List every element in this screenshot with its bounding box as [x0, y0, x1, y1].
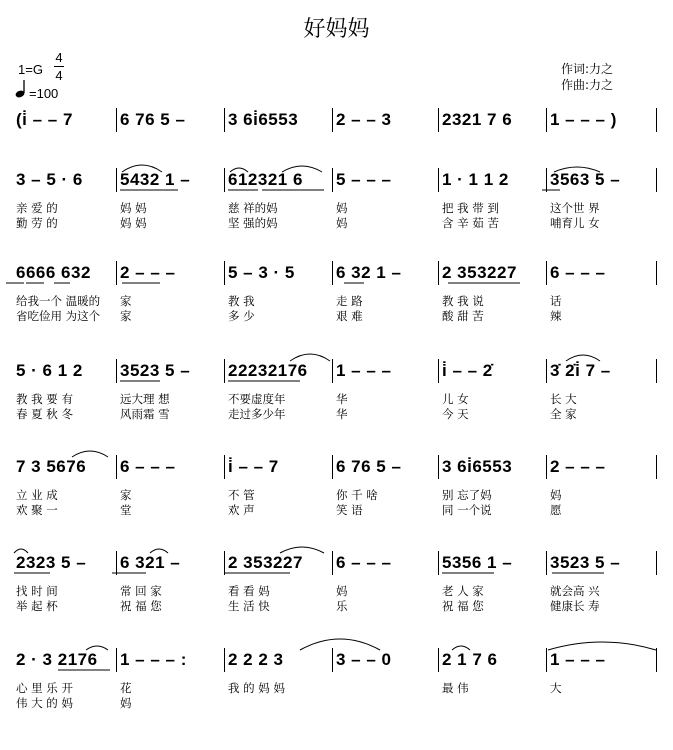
- composer-credit: 作曲:力之: [561, 78, 614, 92]
- measure-notes: 2 · 3 2176: [16, 650, 98, 669]
- lyric-verse-2: 妈: [336, 216, 348, 230]
- lyric-verse-1: 花: [120, 681, 132, 695]
- lyric-verse-1: 教 我 说: [442, 294, 484, 308]
- lyric-verse-1: 亲 爱 的: [16, 201, 58, 215]
- lyric-verse-1: 找 时 间: [16, 584, 58, 598]
- lyric-verse-1: 看 看 妈: [228, 584, 270, 598]
- lyric-verse-1: 立 业 成: [16, 488, 58, 502]
- lyric-verse-2: 勤 劳 的: [16, 216, 58, 230]
- lyric-verse-2: 妈: [120, 696, 132, 710]
- measure-notes: 3 6i̇6553: [442, 457, 513, 476]
- lyric-verse-2: 坚 强的妈: [228, 216, 278, 230]
- lyric-verse-1: 常 回 家: [120, 584, 162, 598]
- measure-notes: 2321 7 6: [442, 110, 513, 129]
- measure-notes: 2 353227: [442, 263, 517, 282]
- lyricist-credit: 作词:力之: [561, 62, 614, 76]
- measure-notes: 5 – 3 · 5: [228, 263, 295, 282]
- slur-mark: [300, 639, 380, 650]
- slur-mark: [72, 451, 108, 457]
- measure-notes: 1 – – – :: [120, 650, 187, 669]
- measure-notes: 2 – – –: [550, 457, 606, 476]
- slur-mark: [452, 646, 470, 650]
- time-signature-denominator: 4: [55, 68, 63, 83]
- measure-notes: 2 1 7 6: [442, 650, 498, 669]
- lyric-verse-2: 祝 福 您: [442, 599, 484, 613]
- lyric-verse-2: 哺育儿 女: [550, 216, 600, 230]
- lyric-verse-2: 举 起 杯: [16, 599, 58, 613]
- lyric-verse-2: 省吃俭用 为这个: [16, 309, 101, 323]
- measure-notes: (i̇ – – 7: [16, 110, 73, 129]
- measure-notes: 3523 5 –: [550, 553, 621, 572]
- key-signature: 1=G: [18, 62, 43, 77]
- lyric-verse-2: 欢 聚 一: [16, 503, 58, 517]
- slur-mark: [280, 547, 324, 553]
- measure-notes: 22232176: [228, 361, 308, 380]
- lyric-verse-1: 妈: [336, 201, 348, 215]
- lyric-verse-1: 话: [550, 294, 562, 308]
- measure-notes: i̇ – – 7: [228, 457, 279, 476]
- slur-mark: [230, 168, 248, 172]
- measure-notes: 6666 632: [16, 263, 91, 282]
- measure-notes: 6 76 5 –: [120, 110, 186, 129]
- measure-notes: 6 – – –: [550, 263, 606, 282]
- slur-mark: [14, 549, 28, 553]
- measure-notes: 3523 5 –: [120, 361, 191, 380]
- lyric-verse-2: 含 辛 茹 苦: [442, 216, 499, 230]
- measure-notes: 5 · 6 1 2: [16, 361, 83, 380]
- slur-mark: [290, 354, 330, 361]
- time-signature-numerator: 4: [55, 50, 63, 65]
- lyric-verse-2: 今 天: [442, 407, 469, 421]
- lyric-verse-1: 长 大: [550, 392, 577, 406]
- measure-notes: 2 2 2 3: [228, 650, 284, 669]
- lyric-verse-1: 大: [550, 681, 562, 695]
- slur-mark: [150, 549, 168, 553]
- song-title: 好妈妈: [303, 17, 370, 42]
- lyric-verse-1: 走 路: [336, 294, 363, 308]
- measure-notes: 6 – – –: [336, 553, 392, 572]
- tempo-marking: =100: [29, 86, 59, 101]
- lyric-verse-1: 别 忘了妈: [442, 488, 492, 502]
- lyric-verse-1: 教 我 要 有: [16, 392, 73, 406]
- measure-notes: 2 – – –: [120, 263, 176, 282]
- measure-notes: 7 3 5676: [16, 457, 87, 476]
- measure-notes: 612321 6: [228, 170, 303, 189]
- measure-notes: 3 – 5 · 6: [16, 170, 83, 189]
- measure-notes: 5356 1 –: [442, 553, 513, 572]
- lyric-verse-2: 同 一个说: [442, 503, 492, 517]
- lyric-verse-2: 堂: [120, 503, 132, 517]
- measure-notes: 6 32 1 –: [336, 263, 402, 282]
- measure-notes: i̇ – – 2̇: [442, 361, 493, 380]
- lyric-verse-2: 笑 语: [336, 503, 363, 517]
- lyric-verse-1: 华: [336, 392, 348, 406]
- lyric-verse-1: 家: [120, 294, 132, 308]
- measure-notes: 6 76 5 –: [336, 457, 402, 476]
- measure-notes: 3̇ 2̇i̇ 7 –: [550, 361, 611, 380]
- lyric-verse-2: 走过多少年: [228, 407, 286, 421]
- lyric-verse-2: 欢 声: [228, 503, 255, 517]
- measure-notes: 1 · 1 1 2: [442, 170, 509, 189]
- lyric-verse-2: 多 少: [228, 309, 255, 323]
- lyric-verse-1: 心 里 乐 开: [16, 681, 73, 695]
- measure-notes: 3563 5 –: [550, 170, 621, 189]
- lyric-verse-1: 我 的 妈 妈: [228, 681, 285, 695]
- lyric-verse-2: 华: [336, 407, 348, 421]
- measure-notes: 3 6i̇6553: [228, 110, 299, 129]
- lyric-verse-1: 远大理 想: [120, 392, 170, 406]
- lyric-verse-2: 乐: [336, 599, 348, 613]
- lyric-verse-1: 你 千 啥: [336, 488, 378, 502]
- measure-notes: 1 – – –: [336, 361, 392, 380]
- lyric-verse-1: 教 我: [228, 294, 255, 308]
- lyric-verse-1: 儿 女: [442, 392, 469, 406]
- lyric-verse-2: 祝 福 您: [120, 599, 162, 613]
- lyric-verse-1: 把 我 带 到: [442, 201, 499, 215]
- measure-notes: 6 – – –: [120, 457, 176, 476]
- slur-mark: [86, 646, 108, 650]
- measure-notes: 5432 1 –: [120, 170, 191, 189]
- lyric-verse-2: 家: [120, 309, 132, 323]
- lyric-verse-2: 生 活 快: [228, 599, 270, 613]
- measure-notes: 2323 5 –: [16, 553, 87, 572]
- lyric-verse-1: 就会高 兴: [550, 584, 600, 598]
- slur-mark: [282, 166, 322, 172]
- lyric-verse-1: 妈: [550, 488, 562, 502]
- slur-mark: [554, 167, 600, 172]
- lyric-verse-1: 老 人 家: [442, 584, 484, 598]
- lyric-verse-2: 辣: [550, 309, 562, 323]
- measure-notes: 1 – – –: [550, 650, 606, 669]
- lyric-verse-2: 酸 甜 苦: [442, 309, 484, 323]
- lyric-verse-2: 风雨霜 雪: [120, 407, 170, 421]
- lyric-verse-1: 这个世 界: [550, 201, 600, 215]
- lyric-verse-2: 全 家: [550, 407, 577, 421]
- measure-notes: 5 – – –: [336, 170, 392, 189]
- lyric-verse-1: 慈 祥的妈: [228, 201, 278, 215]
- lyric-verse-2: 愿: [550, 503, 562, 517]
- measure-notes: 6 321 –: [120, 553, 181, 572]
- slur-mark: [548, 642, 656, 650]
- measure-notes: 3 – – 0: [336, 650, 392, 669]
- measure-notes: 1 – – – ): [550, 110, 617, 129]
- slur-mark: [122, 165, 162, 172]
- lyric-verse-2: 艰 难: [336, 309, 363, 323]
- lyric-verse-2: 伟 大 的 妈: [16, 696, 73, 710]
- lyric-verse-1: 不要虚度年: [228, 392, 286, 406]
- lyric-verse-2: 妈 妈: [120, 216, 147, 230]
- lyric-verse-1: 妈 妈: [120, 201, 147, 215]
- lyric-verse-1: 妈: [336, 584, 348, 598]
- lyric-verse-1: 家: [120, 488, 132, 502]
- lyric-verse-2: 健康长 寿: [550, 599, 600, 613]
- measure-notes: 2 353227: [228, 553, 303, 572]
- lyric-verse-1: 给我一个 温暖的: [16, 294, 101, 308]
- slur-mark: [566, 355, 600, 361]
- measure-notes: 2 – – 3: [336, 110, 392, 129]
- lyric-verse-1: 不 管: [228, 488, 255, 502]
- lyric-verse-2: 春 夏 秋 冬: [16, 407, 73, 421]
- lyric-verse-1: 最 伟: [442, 681, 469, 695]
